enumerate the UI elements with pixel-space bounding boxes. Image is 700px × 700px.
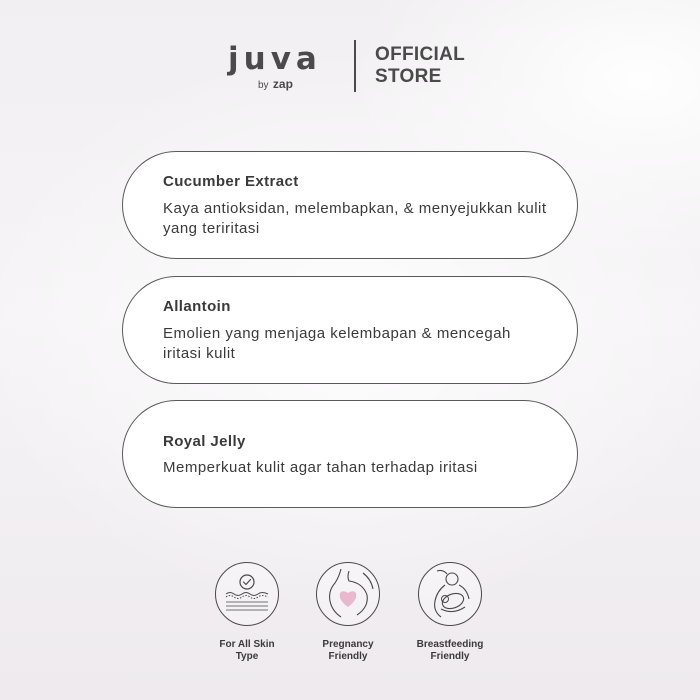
breastfeeding-icon xyxy=(419,563,481,625)
badge-circle xyxy=(316,562,380,626)
badge-label xyxy=(400,639,500,663)
ingredient-description: Emolien yang menjaga kelembapan & mencegah iritasi kulit xyxy=(163,325,511,362)
brand-by-text: by xyxy=(258,80,269,91)
badge-circle xyxy=(215,562,279,626)
badge-label-line2: Friendly xyxy=(328,651,368,662)
badge-all-skin-type xyxy=(197,562,297,663)
ingredient-description: Kaya antioksidan, melembapkan, & menyejukkan kulit yang teriritasi xyxy=(163,200,547,237)
badge-label-line2: Type xyxy=(235,651,259,662)
ingredient-card-cucumber xyxy=(122,151,578,259)
badge-label-line2: Friendly xyxy=(430,651,470,662)
badge-label-line1: Breastfeeding xyxy=(416,639,484,650)
badge-pregnancy-friendly xyxy=(298,562,398,663)
brand-wordmark: juva xyxy=(228,41,322,77)
brand-logo xyxy=(228,40,338,96)
badge-label xyxy=(298,639,398,663)
badge-breastfeeding-friendly xyxy=(400,562,500,663)
skin-check-icon xyxy=(216,563,278,625)
badge-circle xyxy=(418,562,482,626)
badge-label xyxy=(197,639,297,663)
badge-label-line1: For All Skin xyxy=(219,639,275,650)
ingredient-title: Cucumber Extract xyxy=(163,173,299,190)
badge-label-line1: Pregnancy xyxy=(322,639,374,650)
ingredient-title: Royal Jelly xyxy=(163,433,246,450)
pregnancy-heart-icon xyxy=(317,563,379,625)
store-label-line2: STORE xyxy=(375,66,442,87)
header-divider xyxy=(354,40,356,92)
official-store-label xyxy=(375,44,465,88)
store-label-line1: OFFICIAL xyxy=(375,44,465,65)
ingredient-card-royal-jelly xyxy=(122,400,578,508)
ingredient-title: Allantoin xyxy=(163,298,231,315)
ingredient-card-allantoin xyxy=(122,276,578,384)
brand-byline xyxy=(258,77,293,91)
ingredient-description: Memperkuat kulit agar tahan terhadap iritasi xyxy=(163,459,478,476)
brand-sub-name: zap xyxy=(272,77,293,91)
